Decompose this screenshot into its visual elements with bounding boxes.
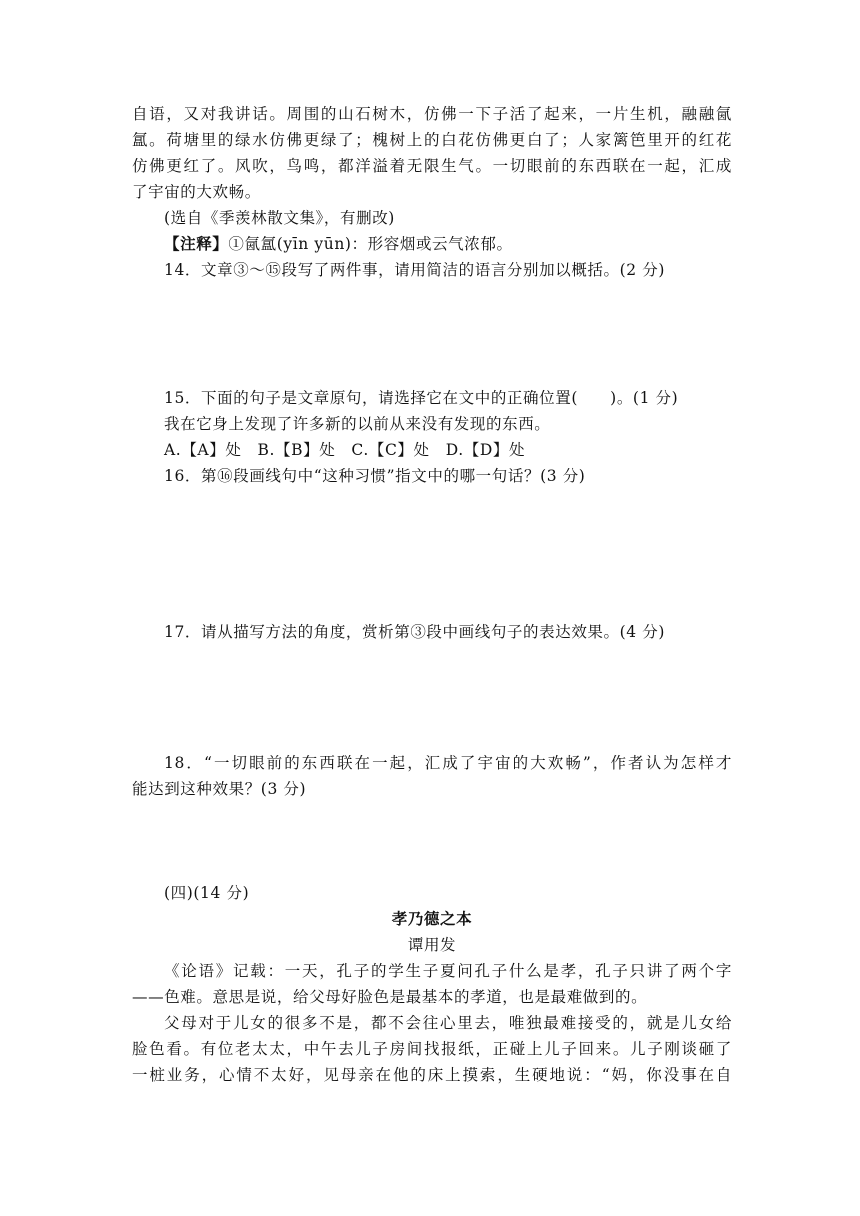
passage-line: 了宇宙的大欢畅。	[132, 183, 261, 201]
section-heading: (四)(14 分)	[164, 884, 250, 902]
article-line: 《论语》记载：一天，孔子的学生子夏问孔子什么是孝，孔子只讲了两个字	[164, 962, 732, 980]
question-15: 15．下面的句子是文章原句，请选择它在文中的正确位置( )。(1 分)	[164, 389, 679, 407]
article-line: 一桩业务，心情不太好，见母亲在他的床上摸索，生硬地说：“妈，你没事在自	[132, 1066, 732, 1084]
question-18-line2: 能达到这种效果？(3 分)	[132, 780, 307, 798]
article-line: 父母对于儿女的很多不是，都不会往心里去，唯独最难接受的，就是儿女给	[164, 1014, 732, 1032]
article-line: 脸色看。有位老太太，中午去儿子房间找报纸，正碰上儿子回来。儿子刚谈砸了	[132, 1040, 732, 1058]
passage-line: 仿佛更红了。风吹，鸟鸣，都洋溢着无限生气。一切眼前的东西联在一起，汇成	[132, 157, 732, 175]
source-citation: (选自《季羡林散文集》，有删改)	[164, 209, 395, 227]
annotation	[164, 234, 732, 254]
question-14: 14．文章③～⑮段写了两件事，请用简洁的语言分别加以概括。(2 分)	[164, 261, 666, 279]
article-line: ——色难。意思是说，给父母好脸色是最基本的孝道，也是最难做到的。	[132, 988, 648, 1006]
question-15-sentence: 我在它身上发现了许多新的以前从来没有发现的东西。	[164, 415, 551, 433]
passage-line: 自语，又对我讲话。周围的山石树木，仿佛一下子活了起来，一片生机，融融氤	[132, 105, 732, 123]
article-title: 孝乃德之本	[391, 910, 473, 928]
annotation-text: ①氤氲(yīn yūn)：形容烟或云气浓郁。	[228, 235, 513, 253]
annotation-label: 【注释】	[164, 234, 229, 253]
question-17: 17．请从描写方法的角度，赏析第③段中画线句子的表达效果。(4 分)	[164, 623, 666, 641]
question-18-line1: 18．“一切眼前的东西联在一起，汇成了宇宙的大欢畅”，作者认为怎样才	[164, 754, 732, 772]
passage-line: 氲。荷塘里的绿水仿佛更绿了；槐树上的白花仿佛更白了；人家篱笆里开的红花	[132, 131, 732, 149]
question-16: 16．第⑯段画线句中“这种习惯”指文中的哪一句话？(3 分)	[164, 467, 586, 485]
question-15-options: A.【A】处 B.【B】处 C.【C】处 D.【D】处	[164, 441, 526, 459]
article-author: 谭用发	[407, 936, 457, 954]
